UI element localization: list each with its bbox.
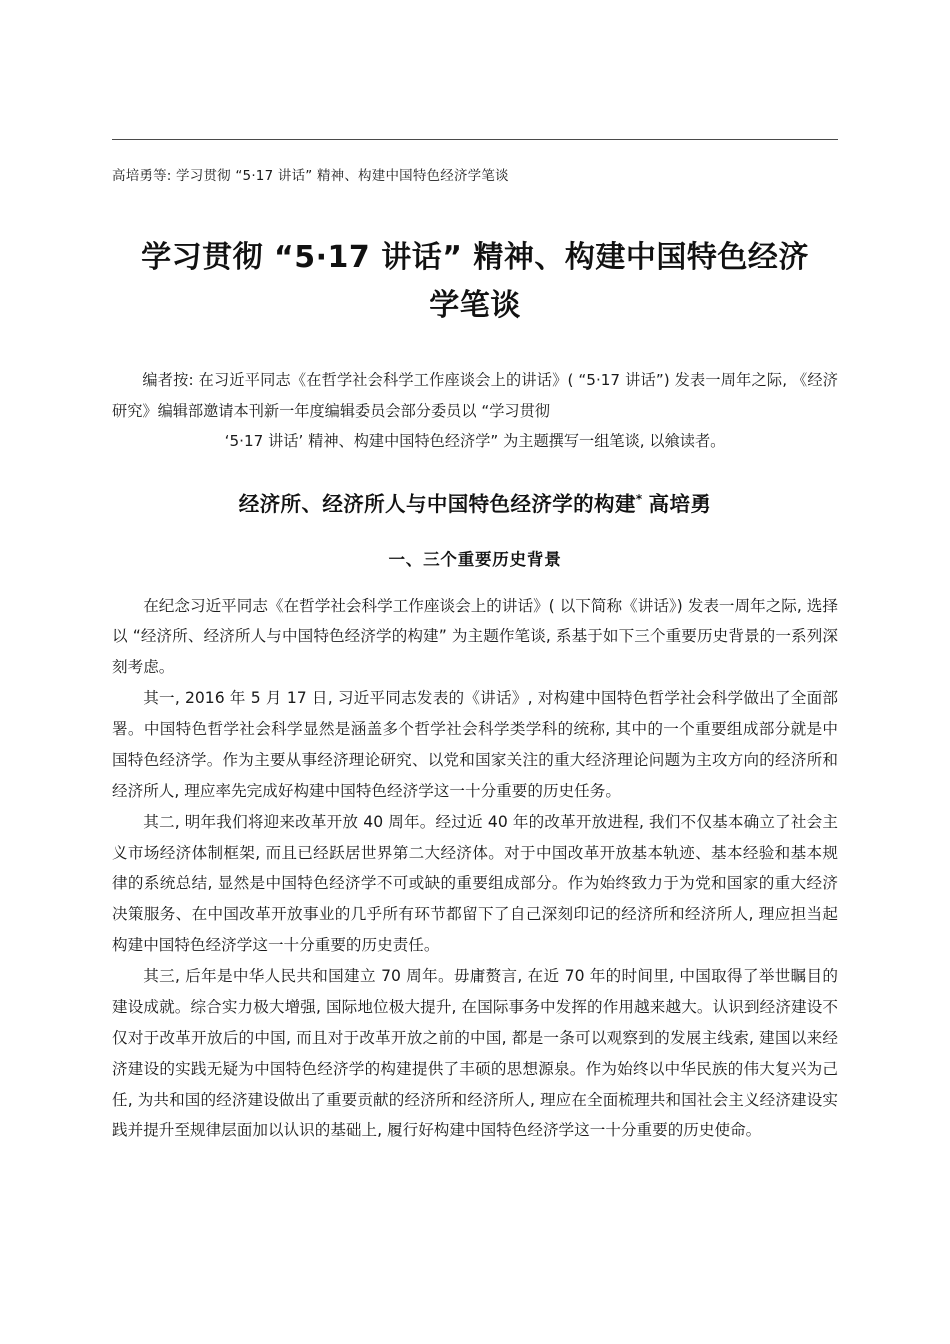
header-rule-divider bbox=[112, 139, 838, 140]
page-title: 学习贯彻 “5·17 讲话” 精神、构建中国特色经济学笔谈 bbox=[141, 240, 809, 323]
article-body bbox=[112, 591, 838, 1147]
body-paragraph: 其一, 2016 年 5 月 17 日, 习近平同志发表的《讲话》, 对构建中国特色哲学社会科学做出了全面部署。中国特色哲学社会科学显然是涵盖多个哲学社会科学类学科的统称, 其中的一个重要组成部分就是中国特色经济学。作为主要从事经济理论研究、以党和国家关注的重大经济理论问题为主攻方向的经济所和经济所人, 理应率先完成好构建中国特色经济学这一十分重要的历史任务。 bbox=[112, 689, 838, 800]
body-paragraph: 其二, 明年我们将迎来改革开放 40 周年。经过近 40 年的改革开放进程, 我们不仅基本确立了社会主义市场经济体制框架, 而且已经跃居世界第二大经济体。对于中国改革开放基本轨迹、基本经验和基本规律的系统总结, 显然是中国特色经济学不可或缺的重要组成部分。作为始终致力于为党和国家的重大经济决策服务、在中国改革开放事业的几乎所有环节都留下了自己深刻印记的经济所和经济所人, 理应担当起构建中国特色经济学这一十分重要的历史责任。 bbox=[112, 812, 838, 955]
section-heading: 一、三个重要历史背景 bbox=[388, 549, 562, 569]
footnote-marker: * bbox=[635, 492, 643, 507]
editor-note-lead: 编者按: 在习近平同志《在哲学社会科学工作座谈会上的讲话》( “5·17 讲话”) 发表一周年之际, 《经济研究》编辑部邀请本刊新一年度编辑委员会部分委员以 “学习贯彻 bbox=[112, 371, 838, 420]
article-author: 高培勇 bbox=[648, 492, 712, 517]
article-title-text: 经济所、经济所人与中国特色经济学的构建 bbox=[238, 492, 636, 517]
running-head: 高培勇等: 学习贯彻 “5·17 讲话” 精神、构建中国特色经济学笔谈 bbox=[112, 168, 509, 184]
page-content bbox=[112, 0, 838, 1146]
editor-note-last-line: ‘5·17 讲话’ 精神、构建中国特色经济学” 为主题撰写一组笔谈, 以飨读者。 bbox=[224, 432, 726, 451]
body-paragraph: 其三, 后年是中华人民共和国建立 70 周年。毋庸赘言, 在近 70 年的时间里, 中国取得了举世瞩目的建设成就。综合实力极大增强, 国际地位极大提升, 在国际事务中发挥的作用越来越大。认识到经济建设不仅对于改革开放后的中国, 而且对于改革开放之前的中国, 都是一条可以观察到的发展主线索, 建国以来经济建设的实践无疑为中国特色经济学的构建提供了丰硕的思想源泉。作为始终以中华民族的伟大复兴为己任, 为共和国的经济建设做出了重要贡献的经济所和经济所人, 理应在全面梳理共和国社会主义经济建设实践并提升至规律层面加以认识的基础上, 履行好构建中国特色经济学这一十分重要的历史使命。 bbox=[112, 967, 838, 1140]
body-paragraph: 在纪念习近平同志《在哲学社会科学工作座谈会上的讲话》( 以下简称《讲话》) 发表一周年之际, 选择以 “经济所、经济所人与中国特色经济学的构建” 为主题作笔谈, 系基于如下三个重要历史背景的一系列深刻考虑。 bbox=[112, 596, 838, 677]
article-title bbox=[112, 487, 838, 522]
editor-note bbox=[112, 365, 838, 457]
